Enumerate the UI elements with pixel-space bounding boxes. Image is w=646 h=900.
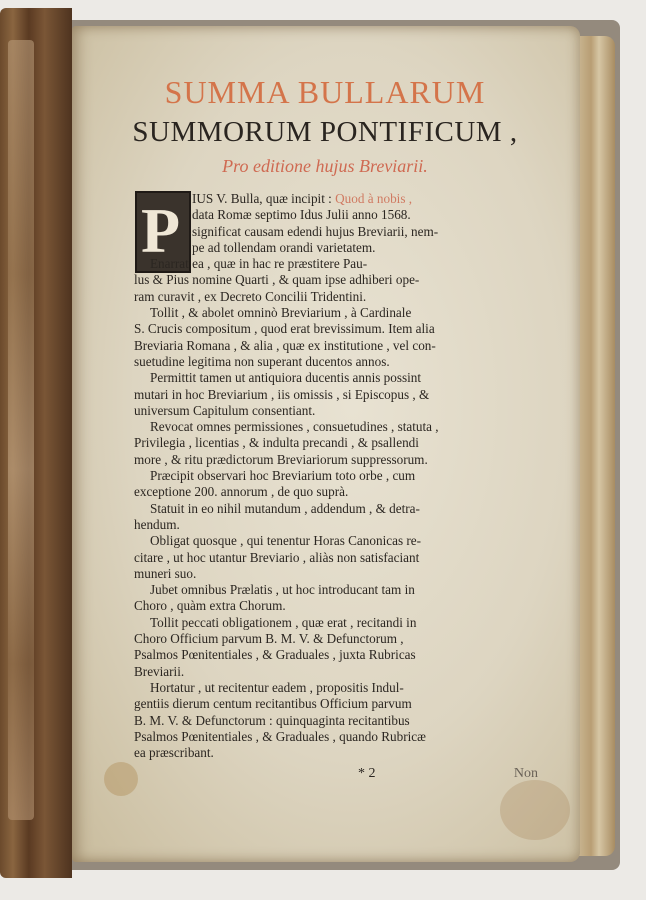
page-stain [104, 762, 138, 796]
text-line: Psalmos Pœnitentiales , & Graduales , quando Rubricæ [134, 728, 426, 744]
drop-cap-letter: P [141, 195, 181, 266]
text-line: more , & ritu prædictorum Breviariorum suppressorum. [134, 451, 428, 467]
text-line: B. M. V. & Defunctorum : quinquaginta recitantibus [134, 712, 410, 728]
text-line: suetudine legitima non superant ducentos annos. [134, 353, 390, 369]
text-line: Jubet omnibus Prælatis , ut hoc introducant tam in [150, 582, 415, 598]
text-line: data Romæ septimo Idus Julii anno 1568. [192, 207, 411, 223]
paragraph [134, 468, 534, 501]
text-line: Præcipit observari hoc Breviarium toto orbe , cum [150, 468, 416, 484]
text-line [192, 191, 534, 207]
title-line-2: SUMMORUM PONTIFICUM , [132, 116, 518, 148]
text-line: S. Crucis compositum , quod erat brevissimum. Item alia [134, 321, 435, 337]
paragraphs [134, 256, 534, 761]
title-line-3: Pro editione hujus Breviarii. [222, 156, 428, 176]
text-line: Breviaria Romana , & alia , quæ ex institutione , vel con- [134, 337, 436, 353]
page-edges [575, 36, 615, 856]
body-text [134, 191, 534, 761]
text-line: universum Capitulum consentiant. [134, 402, 316, 418]
paragraph [134, 680, 534, 761]
text-line: mutari in hoc Breviarium , iis omissis , si Episcopus , & [134, 386, 430, 402]
incipit-red: Quod à nobis , [335, 191, 413, 206]
title-line-1: SUMMA BULLARUM [164, 74, 486, 110]
text-line: exceptione 200. annorum , de quo suprà. [134, 484, 349, 500]
paragraph [134, 582, 534, 615]
text-line: Choro Officium parvum B. M. V. & Defunctorum , [134, 631, 404, 647]
text-line: Obligat quosque , qui tenentur Horas Canonicas re- [150, 533, 422, 549]
text-span: IUS V. Bulla, quæ incipit : [192, 191, 336, 206]
paragraph [134, 533, 534, 582]
paragraph [134, 419, 534, 468]
text-line: lus & Pius nomine Quarti , & quam ipse adhiberi ope- [134, 272, 420, 288]
paragraph [134, 501, 534, 534]
text-line: citare , ut hoc utantur Breviario , aliàs non satisfaciant [134, 549, 420, 565]
first-paragraph [134, 191, 534, 256]
signature-mark: * 2 [358, 766, 376, 781]
page-stain [500, 780, 570, 840]
paragraph [134, 256, 534, 305]
text-line: Hortatur , ut recitentur eadem , propositis Indul- [150, 679, 404, 695]
text-line: Tollit , & abolet omninò Breviarium , à Cardinale [150, 305, 412, 321]
text-line: gentiis dierum centum recitantibus Officium parvum [134, 696, 412, 712]
text-line: Tollit peccati obligationem , quæ erat , recitandi in [150, 614, 417, 630]
page-header [100, 72, 550, 178]
text-line: muneri suo. [134, 565, 197, 581]
text-line: Permittit tamen ut antiquiora ducentis annis possint [150, 370, 422, 386]
paragraph [134, 305, 534, 370]
text-line: Privilegia , licentias , & indulta precandi , & psallendi [134, 435, 419, 451]
paragraph [134, 615, 534, 680]
text-line: Statuit in eo nihil mutandum , addendum , & detra- [150, 500, 420, 516]
text-line: hendum. [134, 516, 180, 532]
catchword: Non [513, 766, 538, 781]
text-line: ram curavit , ex Decreto Concilii Tridentini. [134, 288, 367, 304]
text-line: ea præscribant. [134, 745, 214, 761]
text-line: significat causam edendi hujus Breviarii, nem- [192, 223, 439, 239]
text-line: Psalmos Pœnitentiales , & Graduales , juxta Rubricas [134, 647, 416, 663]
text-line: Revocat omnes permissiones , consuetudines , statuta , [150, 419, 439, 435]
text-line: Breviarii. [134, 663, 185, 679]
text-line: pe ad tollendam orandi varietatem. [192, 239, 376, 255]
spine-wear [8, 40, 34, 820]
text-line: Choro , quàm extra Chorum. [134, 598, 286, 614]
paragraph [134, 370, 534, 419]
page-footer [134, 766, 538, 786]
text-line: Enarrat ea , quæ in hac re præstitere Pau- [150, 256, 368, 272]
